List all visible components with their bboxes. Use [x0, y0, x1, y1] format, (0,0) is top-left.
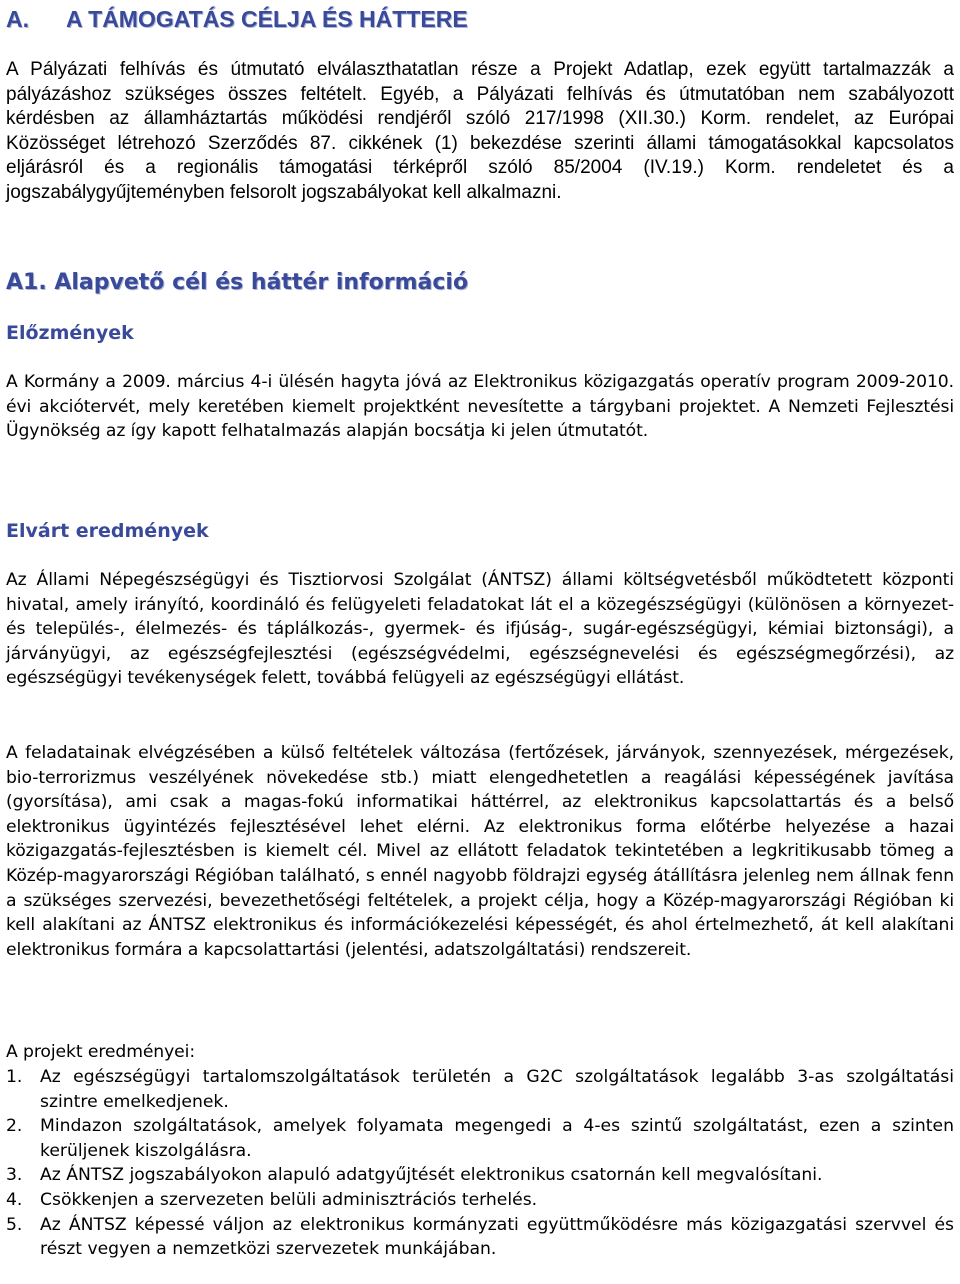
- results-intro: A projekt eredményei:: [6, 1042, 196, 1062]
- elvart-paragraph-2: A feladatainak elvégzésében a külső feltételek változása (fertőzések, járványok, szennyezések, mérgezések, bio-terrorizmus veszélyének növekedése stb.) miatt elengedhetetlen a reagálási képességének javítása (gyorsítása), ami csak a magas-fokú informatikai háttérrel, az elektronikus kapcsolattartás és a belső elektronikus ügyintézés fejlesztésével lehet elérni. Az elektronikus forma előtérbe helyezése a hazai közigazgatás-fejlesztésben is kiemelt cél. Mivel az ellátott feladatok tekintetében a legkritikusabb tömeg a Közép-magyarországi Régióban található, s ennél nagyobb földrajzi egység átállításra jelenleg nem állnak fenn a szükséges szervezési, bevezethetőségi feltételek, a projekt célja, hogy a Közép-magyarországi Régióban ki kell alakítani az ÁNTSZ elektronikus és információkezelési képességét, és ahol értelmezhető, át kell alakítani elektronikus formára a kapcsolattartási (jelentési, adatszolgáltatási) rendszereit.: [6, 743, 954, 960]
- list-item: 2. Mindazon szolgáltatások, amelyek folyamata megengedi a 4-es szintű szolgáltatást, ezen a szinten kerüljenek kiszolgálásra.: [6, 1116, 954, 1161]
- list-item: 5. Az ÁNTSZ képessé váljon az elektronikus kormányzati együttműködésre más közigazgatási szervvel és részt vegyen a nemzetközi szervezetek munkájában.: [6, 1214, 954, 1260]
- elozmenyek-paragraph: A Kormány a 2009. március 4-i ülésén hagyta jóvá az Elektronikus közigazgatás operatív program 2009-2010. évi akciótervét, mely keretében kiemelt projektként nevesítette a tárgybani projektet. A Nemzeti Fejlesztési Ügynökség az így kapott felhatalmazás alapján bocsátja ki jelen útmutatót.: [6, 372, 954, 442]
- subsection-heading-a1: A1. Alapvető cél és háttér információ: [6, 270, 469, 295]
- heading-elozmenyek: Előzmények: [6, 322, 134, 344]
- intro-paragraph: A Pályázati felhívás és útmutató elválaszthatatlan része a Projekt Adatlap, ezek együtt tartalmazzák a pályázáshoz szükséges összes feltételt. Egyéb, a Pályázati felhívás és útmutatóban nem szabályozott kérdésben az államháztartás működési rendjéről szóló 217/1998 (XII.30.) Korm. rendelet, az Európai Közösséget létrehozó Szerződés 87. cikkének (1) bekezdése szerinti állami támogatásokkal kapcsolatos eljárásról és a regionális támogatási térképről szóló 85/2004 (IV.19.) Korm. rendeletet és a jogszabálygyűjteményben felsorolt jogszabályokat kell alkalmazni.: [6, 59, 954, 203]
- section-number: A.: [6, 6, 29, 32]
- list-item: 1. Az egészségügyi tartalomszolgáltatások területén a G2C szolgáltatások legalább 3-as szolgáltatási szintre emelkedjenek.: [6, 1067, 954, 1112]
- section-title: A TÁMOGATÁS CÉLJA ÉS HÁTTERE: [66, 6, 468, 32]
- results-list: [6, 1065, 954, 1262]
- heading-elvart-eredmenyek: Elvárt eredmények: [6, 520, 209, 542]
- list-item: 3. Az ÁNTSZ jogszabályokon alapuló adatgyűjtését elektronikus csatornán kell megvalósítani.: [6, 1165, 823, 1186]
- elvart-paragraph-1: Az Állami Népegészségügyi és Tisztiorvosi Szolgálat (ÁNTSZ) állami költségvetésből működtetett központi hivatal, amely irányító, koordináló és felügyeleti feladatokat lát el a közegészségügyi (különösen a környezet- és település-, élelmezés- és táplálkozás-, gyermek- és ifjúság-, sugár-egészségügyi, kémiai biztonsági), a járványügyi, az egészségfejlesztési (egészségvédelmi, egészségnevelési és egészségmegőrzési), az egészségügyi tevékenységek felett, továbbá felügyeli az egészségügyi ellátást.: [6, 570, 954, 689]
- list-item: 4. Csökkenjen a szervezeten belüli adminisztrációs terhelés.: [6, 1189, 538, 1210]
- section-heading: [6, 6, 468, 33]
